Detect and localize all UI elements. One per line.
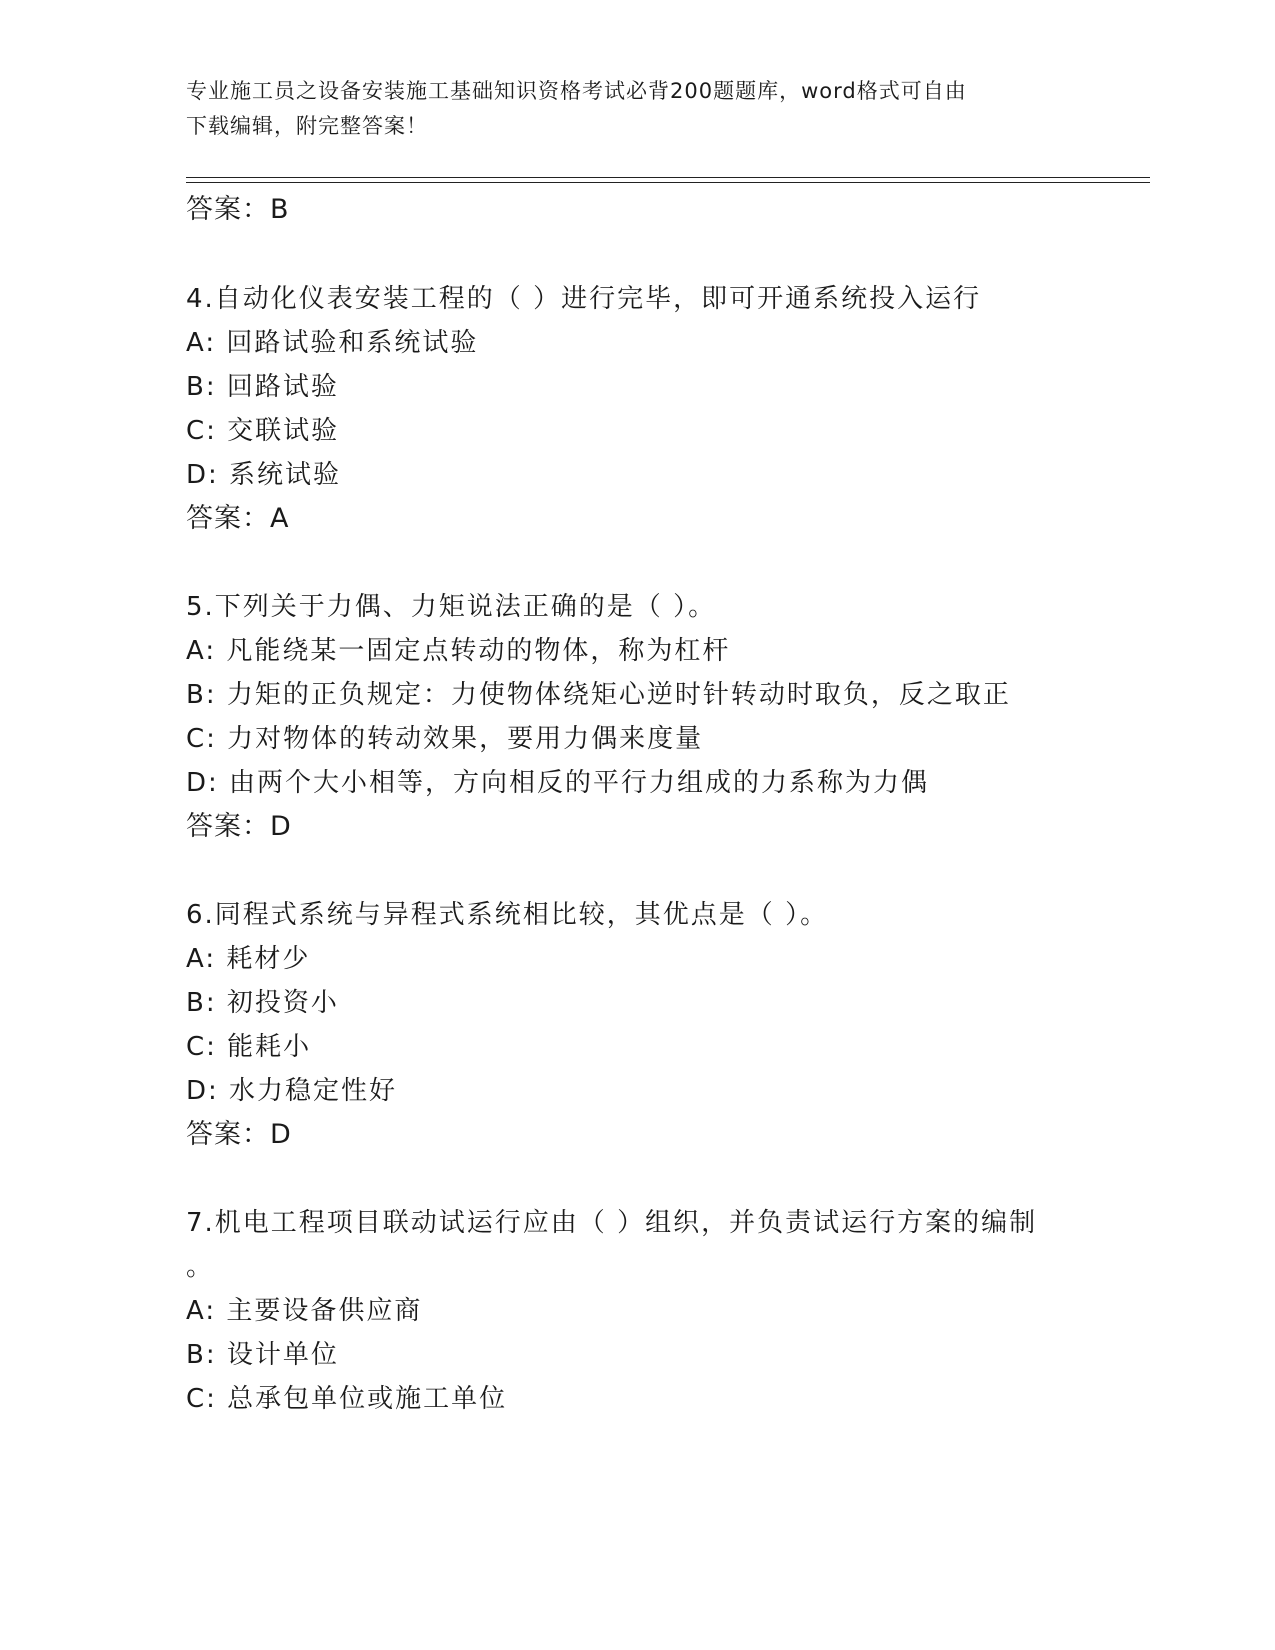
answer-q5: 答案：D [186, 811, 292, 842]
answer-q4: 答案：A [186, 503, 290, 534]
question-4-option-b: B: 回路试验 [186, 372, 339, 402]
question-4-option-d: D: 系统试验 [186, 460, 342, 490]
question-7-option-c: C: 总承包单位或施工单位 [186, 1384, 508, 1414]
question-7-option-a: A: 主要设备供应商 [186, 1296, 423, 1326]
question-5-option-b: B: 力矩的正负规定：力使物体绕矩心逆时针转动时取负，反之取正 [186, 680, 1011, 710]
header-rule-top [186, 177, 1150, 178]
header-line-1: 专业施工员之设备安装施工基础知识资格考试必背200题题库，word格式可自由 [186, 79, 967, 103]
answer-q6: 答案：D [186, 1119, 292, 1150]
header-rule-bottom [186, 182, 1150, 183]
question-5-option-d: D: 由两个大小相等，方向相反的平行力组成的力系称为力偶 [186, 768, 930, 798]
question-4-option-c: C: 交联试验 [186, 416, 340, 446]
question-7-option-b: B: 设计单位 [186, 1340, 339, 1370]
header-line-2: 下载编辑，附完整答案！ [186, 114, 428, 138]
answer-q3: 答案：B [186, 194, 290, 225]
question-7-stem-continuation: 。 [186, 1252, 215, 1282]
question-6-option-b: B: 初投资小 [186, 988, 339, 1018]
question-6-option-a: A: 耗材少 [186, 944, 311, 974]
question-6-stem: 6.同程式系统与异程式系统相比较，其优点是（ ）。 [186, 900, 829, 930]
document-header [186, 74, 1086, 144]
question-6-option-d: D: 水力稳定性好 [186, 1076, 398, 1106]
question-4-stem: 4.自动化仪表安装工程的（ ）进行完毕，即可开通系统投入运行 [186, 284, 982, 314]
question-6-option-c: C: 能耗小 [186, 1032, 312, 1062]
question-5-option-c: C: 力对物体的转动效果，要用力偶来度量 [186, 724, 704, 754]
question-5-option-a: A: 凡能绕某一固定点转动的物体，称为杠杆 [186, 636, 731, 666]
question-4-option-a: A: 回路试验和系统试验 [186, 328, 479, 358]
question-5-stem: 5.下列关于力偶、力矩说法正确的是（ ）。 [186, 592, 717, 622]
question-7-stem: 7.机电工程项目联动试运行应由（ ）组织，并负责试运行方案的编制 [186, 1208, 1038, 1238]
